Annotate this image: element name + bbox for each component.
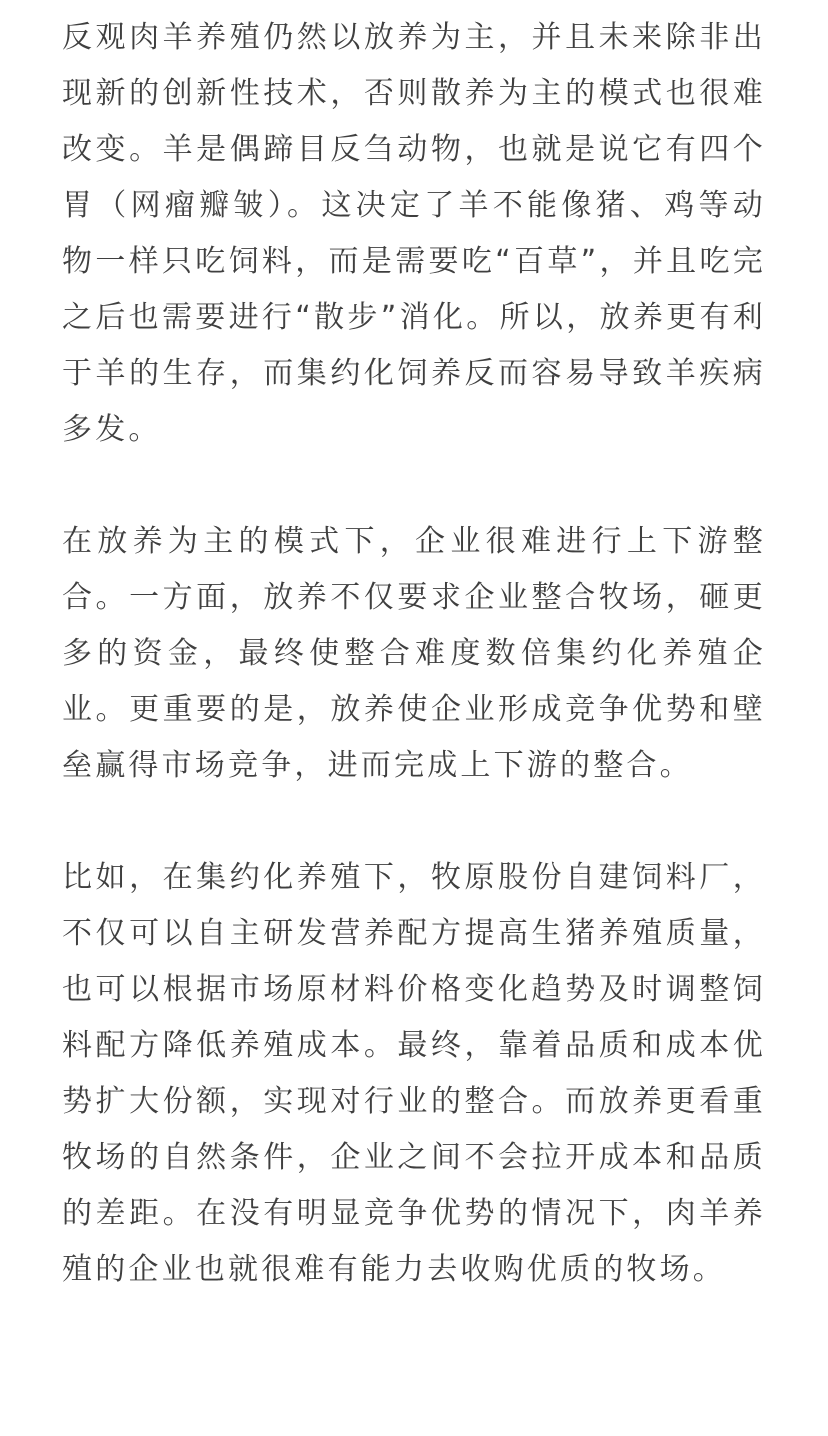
paragraph-grazing-model: 反观肉羊养殖仍然以放养为主，并且未来除非出现新的创新性技术，否则散养为主的模式也很难改变。羊是偶蹄目反刍动物，也就是说它有四个胃（网瘤瓣皱）。这决定了羊不能像猪、鸡等动物一样只吃饲料，而是需要吃“百草”，并且吃完之后也需要进行“散步”消化。所以，放养更有利于羊的生存，而集约化饲养反而容易导致羊疾病多发。 (62, 20, 766, 447)
paragraph-muyuan-example: 比如，在集约化养殖下，牧原股份自建饲料厂，不仅可以自主研发营养配方提高生猪养殖质量，也可以根据市场原材料价格变化趋势及时调整饲料配方降低养殖成本。最终，靠着品质和成本优势扩大份额，实现对行业的整合。而放养更看重牧场的自然条件，企业之间不会拉开成本和品质的差距。在没有明显竞争优势的情况下，肉羊养殖的企业也就很难有能力去收购优质的牧场。 (62, 860, 766, 1287)
paragraph-integration-difficulty: 在放养为主的模式下，企业很难进行上下游整合。一方面，放养不仅要求企业整合牧场，砸更多的资金，最终使整合难度数倍集约化养殖企业。更重要的是，放养使企业形成竞争优势和壁垒赢得市场竞争，进而完成上下游的整合。 (62, 524, 766, 783)
